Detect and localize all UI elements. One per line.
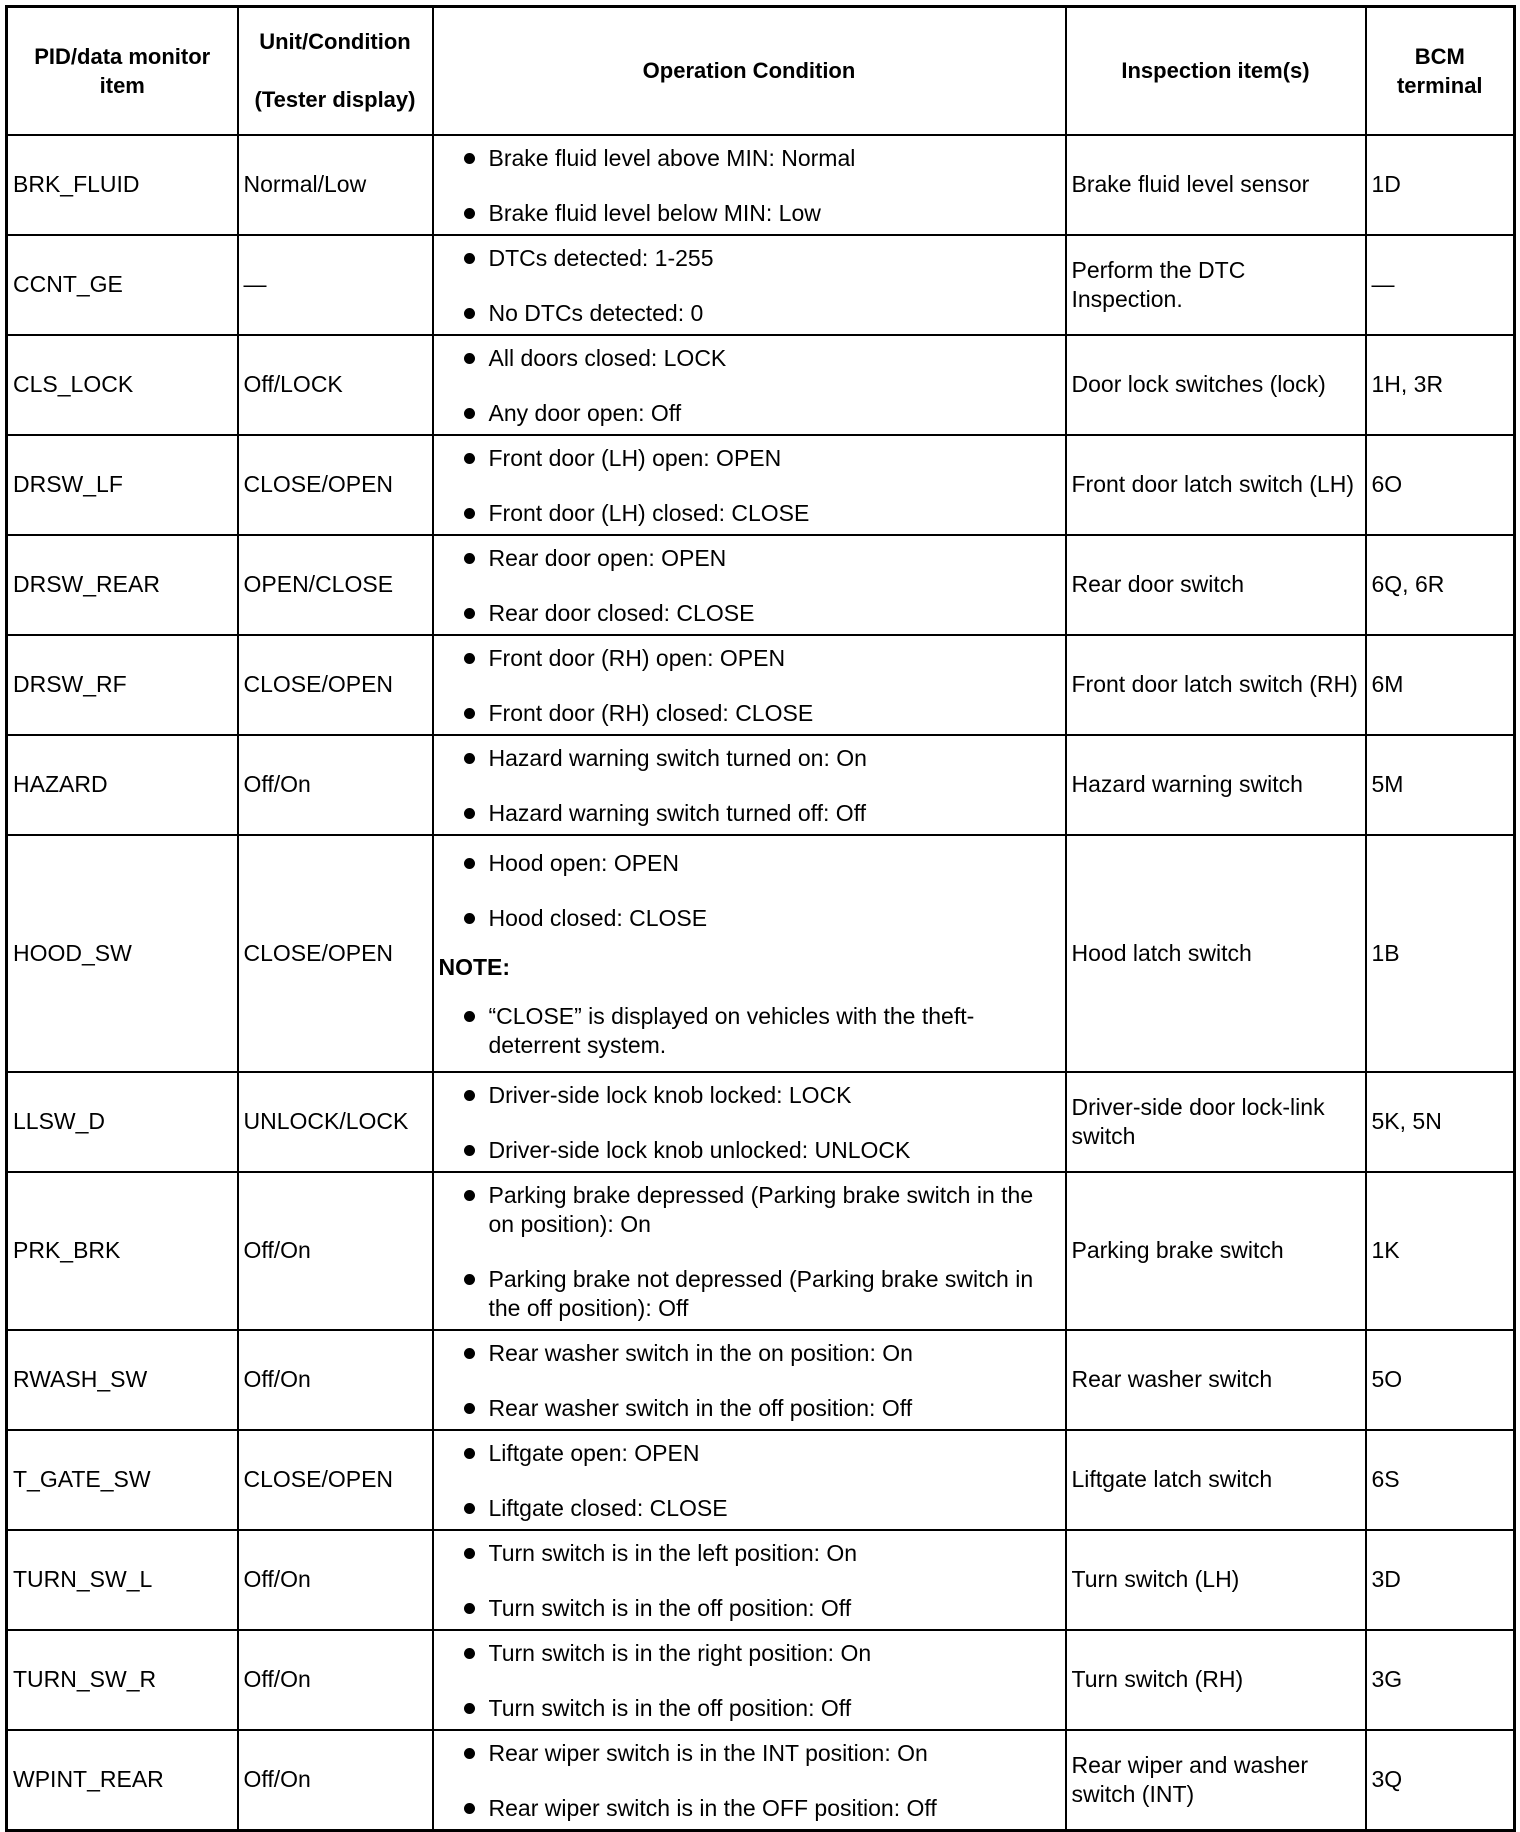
pid-cell: DRSW_LF — [7, 435, 238, 535]
condition-item: Rear door closed: CLOSE — [464, 599, 1060, 628]
condition-item: Driver-side lock knob locked: LOCK — [464, 1081, 1060, 1110]
unit-cell: Off/On — [238, 1530, 433, 1630]
condition-item: Front door (RH) closed: CLOSE — [464, 699, 1060, 728]
condition-item: Hazard warning switch turned off: Off — [464, 799, 1060, 828]
condition-item: No DTCs detected: 0 — [464, 299, 1060, 328]
header-bcm-terminal: BCM terminal — [1366, 7, 1515, 135]
operation-condition-cell — [433, 735, 1066, 835]
inspection-item-cell: Turn switch (LH) — [1066, 1530, 1366, 1630]
condition-item: Brake fluid level below MIN: Low — [464, 199, 1060, 228]
unit-cell: Off/On — [238, 1330, 433, 1430]
condition-list — [439, 849, 1060, 933]
unit-cell: UNLOCK/LOCK — [238, 1072, 433, 1172]
condition-list — [439, 644, 1060, 728]
condition-item: Liftgate closed: CLOSE — [464, 1494, 1060, 1523]
inspection-item-cell: Rear wiper and washer switch (INT) — [1066, 1730, 1366, 1831]
pid-cell: DRSW_REAR — [7, 535, 238, 635]
pid-cell: BRK_FLUID — [7, 135, 238, 235]
bcm-terminal-cell: 1B — [1366, 835, 1515, 1072]
condition-item: Brake fluid level above MIN: Normal — [464, 144, 1060, 173]
operation-condition-cell — [433, 435, 1066, 535]
operation-condition-cell — [433, 135, 1066, 235]
operation-condition-cell — [433, 1630, 1066, 1730]
unit-cell: OPEN/CLOSE — [238, 535, 433, 635]
table-row — [7, 735, 1515, 835]
condition-list — [439, 344, 1060, 428]
table-row — [7, 1330, 1515, 1430]
header-inspection-items: Inspection item(s) — [1066, 7, 1366, 135]
unit-cell: Off/On — [238, 1172, 433, 1330]
operation-condition-cell — [433, 1072, 1066, 1172]
unit-cell: Off/LOCK — [238, 335, 433, 435]
table-body — [7, 135, 1515, 1831]
unit-cell: CLOSE/OPEN — [238, 435, 433, 535]
pid-cell: TURN_SW_L — [7, 1530, 238, 1630]
header-row — [7, 7, 1515, 135]
pid-cell: RWASH_SW — [7, 1330, 238, 1430]
inspection-item-cell: Rear door switch — [1066, 535, 1366, 635]
bcm-terminal-cell: 5O — [1366, 1330, 1515, 1430]
condition-item: Rear door open: OPEN — [464, 544, 1060, 573]
condition-item: Turn switch is in the left position: On — [464, 1539, 1060, 1568]
condition-list — [439, 444, 1060, 528]
condition-list — [439, 744, 1060, 828]
inspection-item-cell: Parking brake switch — [1066, 1172, 1366, 1330]
table-row — [7, 235, 1515, 335]
condition-item: Rear wiper switch is in the INT position: On — [464, 1739, 1060, 1768]
note-list — [439, 1002, 1060, 1060]
unit-cell: Off/On — [238, 1630, 433, 1730]
condition-item: Rear washer switch in the on position: On — [464, 1339, 1060, 1368]
operation-condition-cell — [433, 835, 1066, 1072]
condition-item: DTCs detected: 1-255 — [464, 244, 1060, 273]
condition-item: Front door (LH) closed: CLOSE — [464, 499, 1060, 528]
pid-cell: CLS_LOCK — [7, 335, 238, 435]
condition-item: Parking brake depressed (Parking brake switch in the on position): On — [464, 1181, 1060, 1239]
note-label: NOTE: — [438, 953, 511, 980]
table-row — [7, 535, 1515, 635]
unit-cell: Off/On — [238, 735, 433, 835]
inspection-item-cell: Rear washer switch — [1066, 1330, 1366, 1430]
bcm-terminal-cell: 3D — [1366, 1530, 1515, 1630]
condition-item: All doors closed: LOCK — [464, 344, 1060, 373]
condition-list — [439, 1439, 1060, 1523]
pid-cell: TURN_SW_R — [7, 1630, 238, 1730]
bcm-terminal-cell: 1D — [1366, 135, 1515, 235]
operation-condition-cell — [433, 335, 1066, 435]
operation-condition-cell — [433, 1530, 1066, 1630]
inspection-item-cell: Turn switch (RH) — [1066, 1630, 1366, 1730]
inspection-item-cell: Hazard warning switch — [1066, 735, 1366, 835]
condition-item: Driver-side lock knob unlocked: UNLOCK — [464, 1136, 1060, 1165]
pid-cell: HOOD_SW — [7, 835, 238, 1072]
pid-cell: T_GATE_SW — [7, 1430, 238, 1530]
unit-cell: CLOSE/OPEN — [238, 835, 433, 1072]
pid-cell: PRK_BRK — [7, 1172, 238, 1330]
inspection-item-cell: Front door latch switch (LH) — [1066, 435, 1366, 535]
inspection-item-cell: Liftgate latch switch — [1066, 1430, 1366, 1530]
unit-cell: Normal/Low — [238, 135, 433, 235]
inspection-item-cell: Hood latch switch — [1066, 835, 1366, 1072]
bcm-terminal-cell: 3Q — [1366, 1730, 1515, 1831]
condition-list — [439, 1339, 1060, 1423]
operation-condition-cell — [433, 1172, 1066, 1330]
bcm-terminal-cell: 6S — [1366, 1430, 1515, 1530]
condition-list — [439, 544, 1060, 628]
condition-list — [439, 1639, 1060, 1723]
condition-list — [439, 1539, 1060, 1623]
condition-item: Hood open: OPEN — [464, 849, 1060, 878]
unit-cell: CLOSE/OPEN — [238, 635, 433, 735]
unit-cell: — — [238, 235, 433, 335]
inspection-item-cell: Brake fluid level sensor — [1066, 135, 1366, 235]
table-row — [7, 435, 1515, 535]
operation-condition-cell — [433, 1730, 1066, 1831]
condition-list — [439, 144, 1060, 228]
bcm-terminal-cell: 6O — [1366, 435, 1515, 535]
bcm-terminal-cell: 5K, 5N — [1366, 1072, 1515, 1172]
bcm-terminal-cell: 5M — [1366, 735, 1515, 835]
inspection-item-cell: Driver-side door lock-link switch — [1066, 1072, 1366, 1172]
table-row — [7, 1072, 1515, 1172]
bcm-terminal-cell: 6Q, 6R — [1366, 535, 1515, 635]
condition-item: Liftgate open: OPEN — [464, 1439, 1060, 1468]
operation-condition-cell — [433, 1330, 1066, 1430]
pid-data-monitor-table — [5, 5, 1516, 1832]
inspection-item-cell: Perform the DTC Inspection. — [1066, 235, 1366, 335]
condition-item: Any door open: Off — [464, 399, 1060, 428]
bcm-terminal-cell: 1H, 3R — [1366, 335, 1515, 435]
condition-item: Turn switch is in the right position: On — [464, 1639, 1060, 1668]
bcm-terminal-cell: 3G — [1366, 1630, 1515, 1730]
header-operation-condition: Operation Condition — [433, 7, 1066, 135]
condition-item: Front door (LH) open: OPEN — [464, 444, 1060, 473]
bcm-terminal-cell: — — [1366, 235, 1515, 335]
inspection-item-cell: Door lock switches (lock) — [1066, 335, 1366, 435]
condition-item: Hood closed: CLOSE — [464, 904, 1060, 933]
table-row — [7, 135, 1515, 235]
header-unit: Unit/Condition (Tester display) — [238, 7, 433, 135]
operation-condition-cell — [433, 635, 1066, 735]
pid-cell: CCNT_GE — [7, 235, 238, 335]
condition-list — [439, 1081, 1060, 1165]
table-row — [7, 335, 1515, 435]
condition-list — [439, 1739, 1060, 1823]
condition-item: Hazard warning switch turned on: On — [464, 744, 1060, 773]
pid-cell: HAZARD — [7, 735, 238, 835]
unit-cell: CLOSE/OPEN — [238, 1430, 433, 1530]
condition-item: Rear wiper switch is in the OFF position: Off — [464, 1794, 1060, 1823]
condition-list — [439, 244, 1060, 328]
condition-item: Turn switch is in the off position: Off — [464, 1594, 1060, 1623]
bcm-terminal-cell: 1K — [1366, 1172, 1515, 1330]
note-item: “CLOSE” is displayed on vehicles with the theft-deterrent system. — [464, 1002, 1060, 1060]
unit-cell: Off/On — [238, 1730, 433, 1831]
table-row — [7, 1630, 1515, 1730]
table-row — [7, 635, 1515, 735]
bcm-terminal-cell: 6M — [1366, 635, 1515, 735]
table-row — [7, 1172, 1515, 1330]
table-row — [7, 1730, 1515, 1831]
header-pid: PID/data monitor item — [7, 7, 238, 135]
pid-cell: LLSW_D — [7, 1072, 238, 1172]
operation-condition-cell — [433, 235, 1066, 335]
table-row — [7, 835, 1515, 1072]
table-row — [7, 1430, 1515, 1530]
table-row — [7, 1530, 1515, 1630]
operation-condition-cell — [433, 535, 1066, 635]
operation-condition-cell — [433, 1430, 1066, 1530]
condition-list — [439, 1181, 1060, 1323]
condition-item: Rear washer switch in the off position: Off — [464, 1394, 1060, 1423]
condition-item: Parking brake not depressed (Parking brake switch in the off position): Off — [464, 1265, 1060, 1323]
pid-cell: DRSW_RF — [7, 635, 238, 735]
pid-cell: WPINT_REAR — [7, 1730, 238, 1831]
inspection-item-cell: Front door latch switch (RH) — [1066, 635, 1366, 735]
condition-item: Front door (RH) open: OPEN — [464, 644, 1060, 673]
condition-item: Turn switch is in the off position: Off — [464, 1694, 1060, 1723]
